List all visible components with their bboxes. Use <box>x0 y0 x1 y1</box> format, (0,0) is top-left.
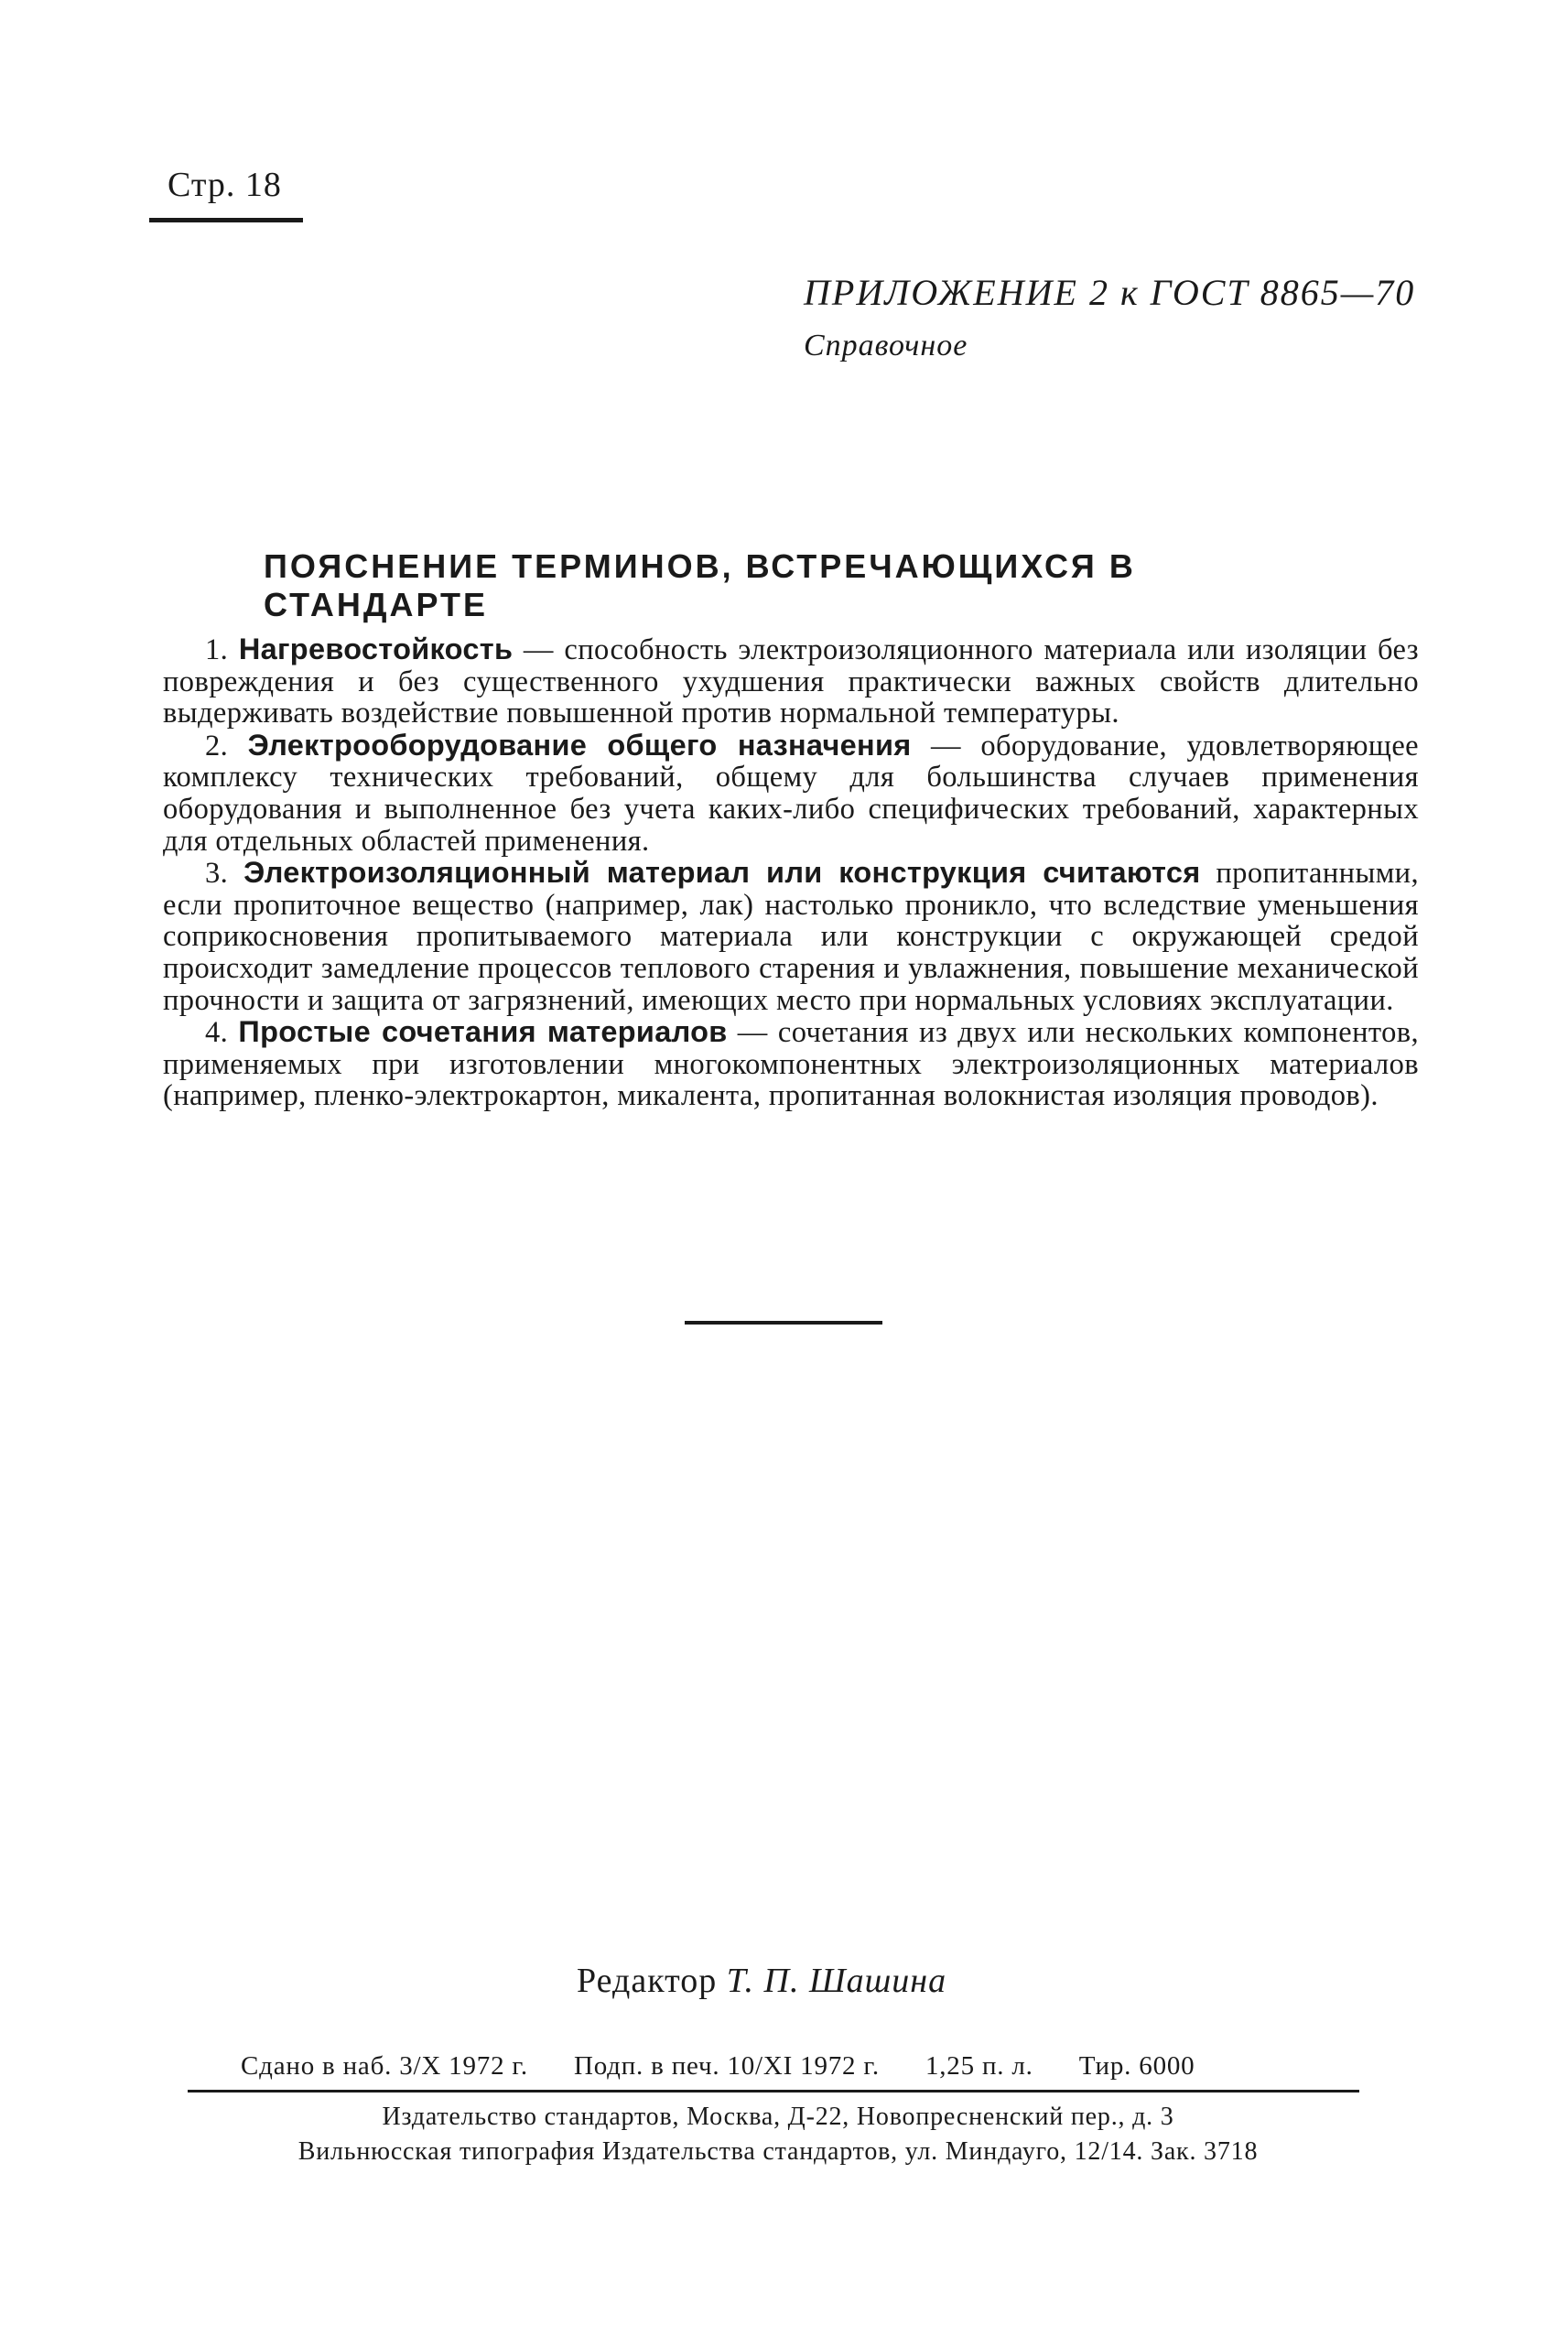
appendix-title: ПРИЛОЖЕНИЕ 2 к ГОСТ 8865—70 <box>804 272 1416 313</box>
page-number-underline <box>149 218 303 222</box>
appendix-note: Справочное <box>804 329 968 362</box>
term-item <box>163 730 1419 857</box>
editor-line <box>577 1961 1309 2001</box>
term-definition: — оборудование, удовлетворяющее комплексу технических требований, общему для большинства случаев применения оборудования и выполненное без учета каких-либо специфических требований, характерных для отдельных областей применения. <box>163 729 1419 858</box>
term-number: 1. <box>205 633 229 666</box>
term-definition: — сочетания из двух или нескольких компонентов, применяемых при изготовлении многокомпонентных электроизоляционных материалов (например, пленко-электрокартон, микалента, пропитанная волокнистая изоляция проводов). <box>163 1016 1419 1113</box>
term-definition: — способность электроизоляционного материала или изоляции без повреждения и без существенного ухудшения практически важных свойств длительно выдерживать воздействие повышенной против нормальной температуры. <box>163 633 1420 730</box>
term-definition: пропитанными, если пропиточное вещество (например, лак) настолько проникло, что вследствие уменьшения соприкосновения пропитываемого материала или конструкции с окружающей средой происходит замедление процессов теплового старения и увлажнения, повышение механической прочности и защита от загрязнений, имеющих место при нормальных условиях эксплуатации. <box>163 857 1419 1017</box>
submitted-date: Сдано в наб. 3/X 1972 г. <box>241 2051 528 2081</box>
term-item <box>163 1016 1419 1112</box>
term-number: 2. <box>205 729 229 762</box>
term-name: Электрооборудование общего назначения <box>247 728 912 762</box>
editor-label: Редактор <box>577 1962 718 2000</box>
publisher-info <box>183 2100 1373 2169</box>
term-name: Нагревостойкость <box>238 633 514 665</box>
printer-address: Вильнюсская типография Издательства стандартов, ул. Миндауго, 12/14. Зак. 3718 <box>297 2137 1259 2166</box>
term-item <box>163 857 1419 1016</box>
signed-date: Подп. в печ. 10/XI 1972 г. <box>573 2051 880 2081</box>
term-item <box>163 633 1419 730</box>
section-heading: ПОЯСНЕНИЕ ТЕРМИНОВ, ВСТРЕЧАЮЩИХСЯ В СТАНДАРТЕ <box>264 547 1136 623</box>
term-number: 4. <box>205 1016 229 1050</box>
circulation: Тир. 6000 <box>1078 2051 1195 2081</box>
term-name: Простые сочетания материалов <box>238 1015 728 1049</box>
section-end-rule <box>685 1321 882 1325</box>
publisher-address: Издательство стандартов, Москва, Д-22, Новопресненский пер., д. 3 <box>382 2103 1174 2131</box>
term-number: 3. <box>205 857 229 891</box>
print-info <box>241 2051 1431 2082</box>
sheet-count: 1,25 п. л. <box>925 2051 1033 2081</box>
term-name: Электроизоляционный материал или конструкция считаются <box>243 856 1201 890</box>
appendix-block <box>804 265 1463 372</box>
editor-name: Т. П. Шашина <box>726 1962 947 2000</box>
terms-list <box>163 633 1419 1112</box>
page-number: Стр. 18 <box>168 166 282 204</box>
footer-rule <box>188 2090 1359 2092</box>
